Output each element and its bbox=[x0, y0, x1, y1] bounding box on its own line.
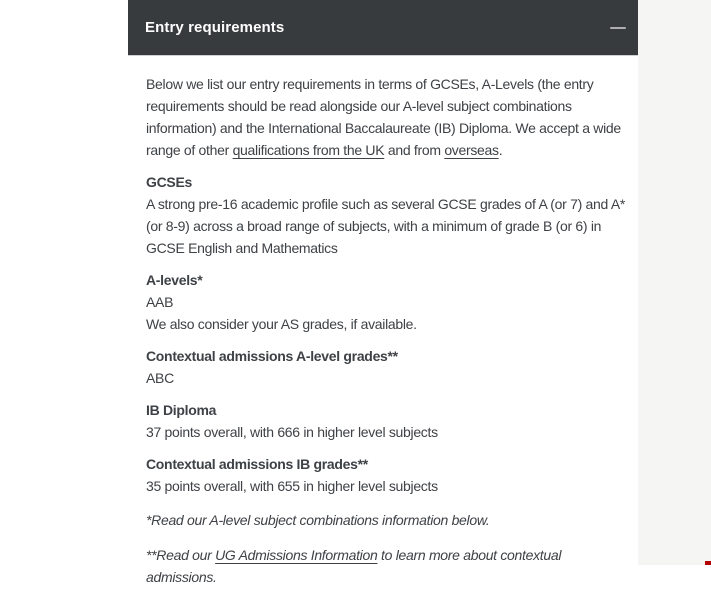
section-text-contextual-a-level-grades: ABC bbox=[146, 370, 174, 386]
intro-paragraph bbox=[146, 73, 628, 161]
intro-text: Below we list our entry requirements in terms of GCSEs, A-Levels (the entry requirements should be read alongside our A-level subject combinations information) and the International Baccalaureate (IB) Diploma. We accept a wide range of other bbox=[146, 76, 621, 158]
section-text-a-level-grades: AAB bbox=[146, 294, 174, 310]
section-contextual-ib bbox=[146, 453, 628, 497]
screenshot-red-artifact bbox=[705, 561, 711, 565]
page-background-strip bbox=[638, 0, 711, 565]
section-heading-contextual-a-level: Contextual admissions A-level grades** bbox=[146, 348, 398, 364]
section-heading-a-levels: A-levels* bbox=[146, 272, 203, 288]
entry-requirements-panel bbox=[128, 0, 638, 601]
uk-qualifications-link[interactable]: qualifications from the UK bbox=[232, 142, 385, 158]
accordion-title: Entry requirements bbox=[145, 19, 285, 36]
collapse-minus-icon[interactable] bbox=[610, 27, 626, 29]
section-gcses bbox=[146, 171, 628, 259]
intro-text-between: and from bbox=[384, 142, 445, 158]
footnote-text-post: to learn more about contextual admissions. bbox=[146, 547, 562, 585]
ug-admissions-link[interactable]: UG Admissions Information bbox=[215, 547, 378, 563]
footnote-text-pre: **Read our bbox=[146, 547, 216, 563]
section-heading-gcses: GCSEs bbox=[146, 174, 192, 190]
footnote-subject-combinations: *Read our A-level subject combinations information below. bbox=[146, 512, 490, 528]
section-ib-diploma bbox=[146, 399, 628, 443]
section-text-ib-points: 37 points overall, with 666 in higher level subjects bbox=[146, 424, 438, 440]
section-heading-contextual-ib: Contextual admissions IB grades** bbox=[146, 456, 368, 472]
section-text-as-grades: We also consider your AS grades, if available. bbox=[146, 316, 417, 332]
intro-text-end: . bbox=[498, 142, 503, 158]
accordion-body bbox=[128, 55, 638, 588]
accordion-header-entry-requirements[interactable] bbox=[128, 0, 638, 55]
section-heading-ib-diploma: IB Diploma bbox=[146, 402, 217, 418]
overseas-link[interactable]: overseas bbox=[444, 142, 499, 158]
section-text-contextual-ib-points: 35 points overall, with 655 in higher level subjects bbox=[146, 478, 438, 494]
section-contextual-a-level bbox=[146, 345, 628, 389]
section-text-gcses: A strong pre-16 academic profile such as several GCSE grades of A (or 7) and A* (or 8-9) across a broad range of subjects, with a minimum of grade B (or 6) in GCSE English and Mathematics bbox=[146, 196, 626, 256]
section-a-levels bbox=[146, 269, 628, 335]
footnote-contextual-admissions bbox=[146, 544, 628, 588]
